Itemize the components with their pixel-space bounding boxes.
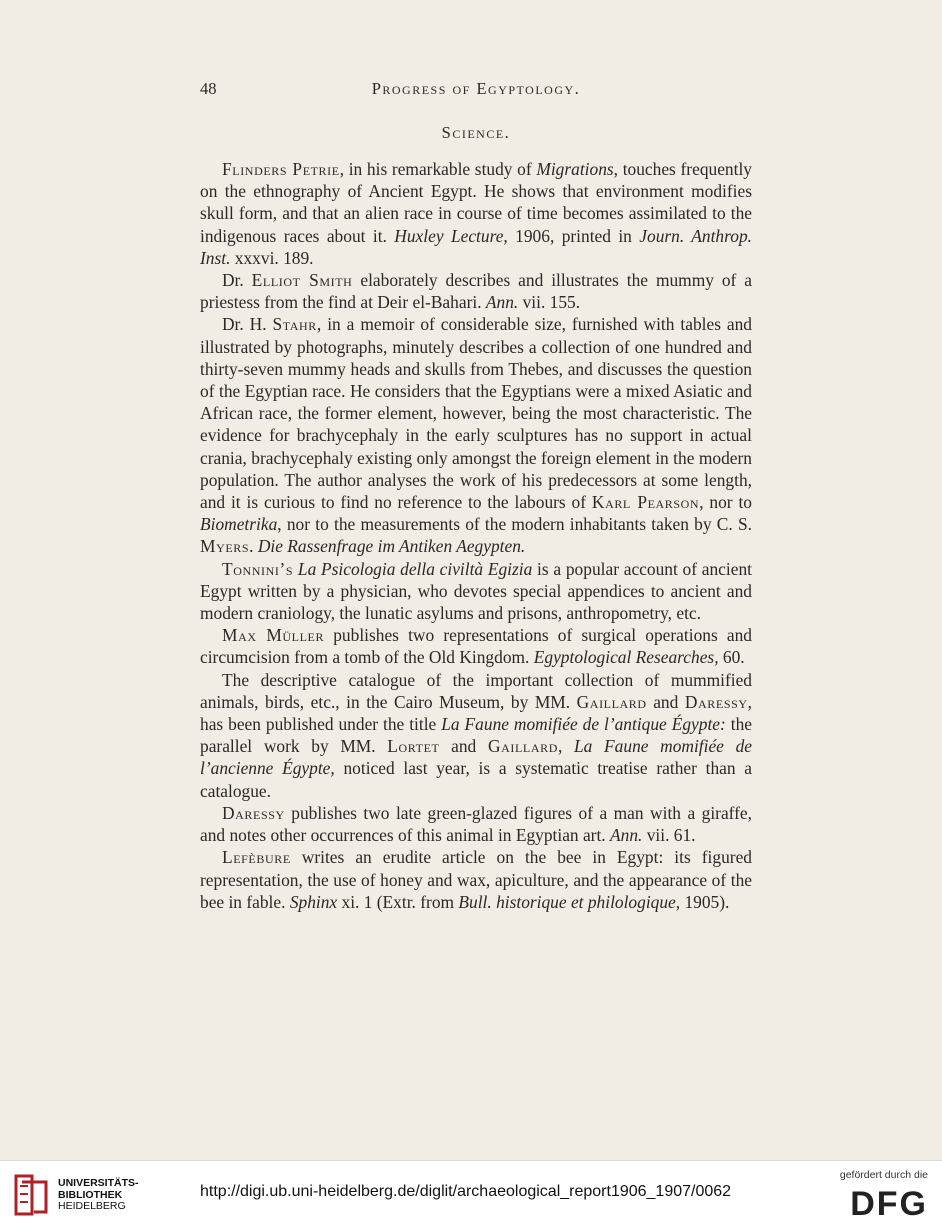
text-run: Dr. <box>222 270 252 291</box>
paragraph <box>200 558 752 625</box>
page-number: 48 <box>200 79 217 98</box>
permalink-url[interactable]: http://digi.ub.uni-heidelberg.de/diglit/archaeological_report1906_1907/0062 <box>200 1183 732 1200</box>
author-name: Lortet <box>387 736 440 757</box>
italic-title: Bull. historique et philologique, <box>458 891 681 912</box>
text-run: , touches frequently on the ethnography of Ancient Egypt. He shows that environment modifies skull form, and that an alien race in course of time becomes assimilated to the indigenous races about it. <box>200 159 752 246</box>
italic-title: Huxley Lecture, <box>394 225 508 246</box>
text-run: , in his remarkable study of <box>339 159 537 179</box>
text-run: , <box>557 736 574 757</box>
text-run: vii. 61. <box>642 825 696 846</box>
paragraph <box>200 158 752 269</box>
italic-title: Migrations <box>536 159 614 179</box>
paragraph <box>200 669 752 802</box>
text-run: vii. 155. <box>518 292 581 313</box>
italic-title: Biometrika <box>200 514 278 535</box>
author-name: Lefèbure <box>222 847 291 868</box>
library-name-line: UNIVERSITÄTS- <box>58 1177 139 1189</box>
page-header <box>200 79 752 103</box>
italic-title: Journ. Anthrop. Inst. <box>200 225 752 268</box>
text-run: , nor to <box>699 492 752 513</box>
author-name: Daressy <box>684 691 748 712</box>
text-run: 1905). <box>680 891 730 912</box>
text-run: and <box>439 736 488 757</box>
text-run: xxxvi. 189. <box>230 247 314 268</box>
text-run: Dr. H. <box>222 314 273 335</box>
paragraph <box>200 802 752 846</box>
paragraph <box>200 846 752 913</box>
italic-title: La Psicologia della civiltà Egizia <box>297 558 533 579</box>
text-run: , has been published under the title <box>200 691 752 735</box>
library-name-line: HEIDELBERG <box>58 1200 126 1212</box>
text-run: The descriptive catalogue of the important collection of mummified animals, birds, etc., in the Cairo Museum, by MM. <box>200 669 752 712</box>
text-run: 60. <box>718 647 745 668</box>
paragraph <box>200 624 752 668</box>
text-run: publishes two representations of surgical operations and circumcision from a tomb of the Old Kingdom. <box>200 625 752 668</box>
text-run: publishes two late green-glazed figures of a man with a giraffe, and notes other occurrences of this animal in Egyptian art. <box>200 802 752 846</box>
author-name: Myers <box>200 536 250 557</box>
text-run: writes an erudite article on the bee in Egypt: its figured representation, the use of honey and wax, apiculture, and the appearance of the bee in fable. <box>200 847 752 912</box>
text-run: , in a memoir of considerable size, furnished with tables and illustrated by photographs, minutely describes a collection of one hundred and thirty-seven mummy heads and skulls from Thebes, and discusses the question of the Egyptian race. He considers that the Egyptians were a mixed Asiatic and African race, the former element, however, being the most characteristic. The evidence for brachycephaly in the early sculptures has no support in actual crania, brachycephaly existing only amongst the foreign element in the modern population. The author analyses the work of his predecessors at some length, and it is curious to find no reference to the labours of <box>200 314 753 513</box>
italic-title: Ann. <box>610 825 643 846</box>
author-name: Gaillard <box>576 691 647 712</box>
italic-title: Sphinx <box>289 891 338 912</box>
text-run: 1906, printed in <box>507 225 640 246</box>
university-library-logo-icon <box>12 1172 52 1218</box>
author-name: Daressy <box>222 802 285 823</box>
paragraph <box>200 269 752 313</box>
author-name: Max Müller <box>222 625 325 646</box>
running-head: Progress of Egyptology. <box>371 79 581 98</box>
text-run: the parallel work by MM. <box>200 714 752 757</box>
dfg-logo: DFG <box>850 1185 928 1223</box>
paragraph <box>200 313 752 557</box>
text-run: , nor to the measurements of the modern inhabitants taken by C. S. <box>277 514 752 535</box>
author-name: Stahr <box>272 314 317 335</box>
text-run: elaborately describes and illustrates the mummy of a priestess from the find at Deir el-Bahari. <box>200 270 752 313</box>
body-text <box>200 158 752 913</box>
funding-note: gefördert durch die <box>839 1169 928 1181</box>
author-name: Gaillard <box>487 736 558 757</box>
text-run: is a popular account of ancient Egypt written by a physician, who devotes special appendices to ancient and modern craniology, the lunatic asylums and prisons, anthropometry, etc. <box>200 558 752 624</box>
italic-title: Egyptological Researches, <box>533 647 719 668</box>
library-name <box>58 1178 139 1213</box>
text-run: . <box>249 536 258 557</box>
italic-title: La Faune momifiée de l’antique Égypte: <box>441 714 726 735</box>
italic-title: Ann. <box>485 292 519 313</box>
library-name-line: BIBLIOTHEK <box>58 1188 123 1201</box>
digitization-footer <box>0 1160 942 1228</box>
italic-title: Die Rassenfrage im Antiken Aegypten. <box>257 536 526 557</box>
author-name: Tonnini’s <box>222 558 294 579</box>
text-run: noticed last year, is a systematic treatise rather than a catalogue. <box>200 758 752 801</box>
section-title: Science. <box>441 123 511 142</box>
text-run: and <box>646 691 685 712</box>
author-name: Elliot Smith <box>251 270 353 291</box>
author-name: Flinders Petrie <box>222 159 340 179</box>
author-name: Karl Pearson <box>591 492 700 513</box>
italic-title: La Faune momifiée de l’ancienne Égypte, <box>200 736 753 779</box>
text-run: xi. 1 (Extr. from <box>337 891 459 912</box>
